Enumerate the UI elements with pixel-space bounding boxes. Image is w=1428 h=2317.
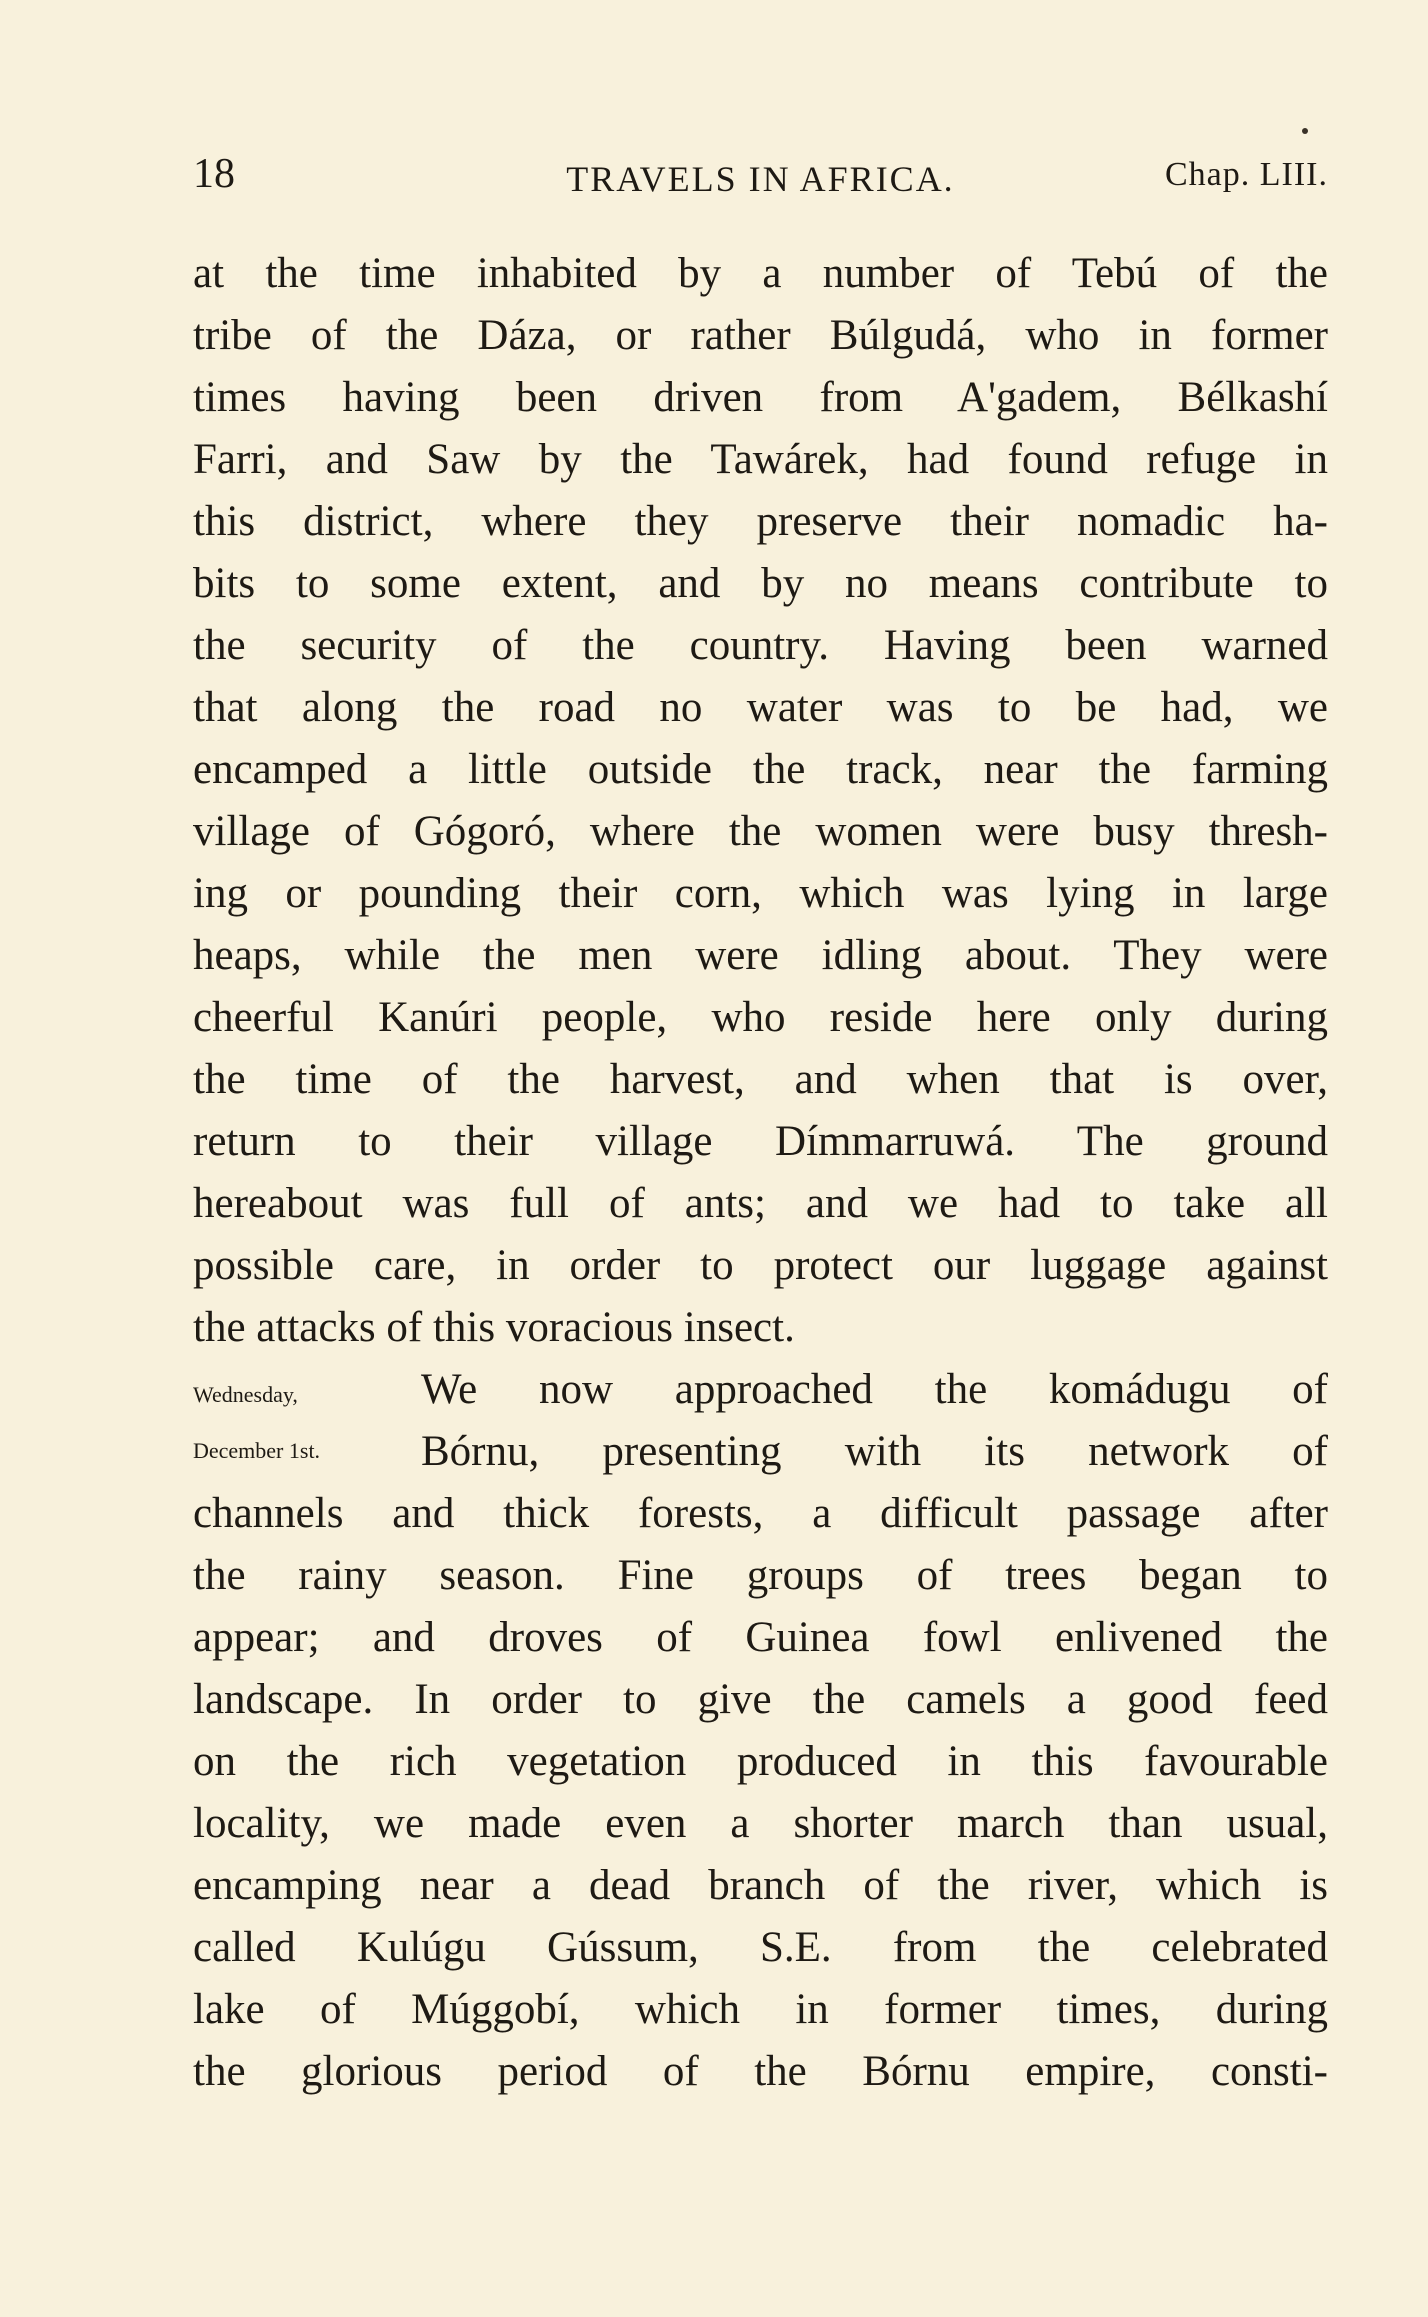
text-line: times having been driven from A'gadem, Bélkashí xyxy=(193,374,1328,421)
text-line: tribe of the Dáza, or rather Búlgudá, who in former xyxy=(193,312,1328,359)
text-line: return to their village Dímmarruwá. The ground xyxy=(193,1118,1328,1165)
text-line: ing or pounding their corn, which was lying in large xyxy=(193,870,1328,917)
text-line: landscape. In order to give the camels a good feed xyxy=(193,1676,1328,1723)
text-line: the rainy season. Fine groups of trees began to xyxy=(193,1552,1328,1599)
text-line: that along the road no water was to be had, we xyxy=(193,684,1328,731)
text-line: called Kulúgu Gússum, S.E. from the celebrated xyxy=(193,1924,1328,1971)
text-line: lake of Múggobí, which in former times, during xyxy=(193,1986,1328,2033)
text-line: heaps, while the men were idling about. They were xyxy=(193,932,1328,979)
text-line: hereabout was full of ants; and we had to take all xyxy=(193,1180,1328,1227)
page-number: 18 xyxy=(193,151,235,197)
text-line: locality, we made even a shorter march than usual, xyxy=(193,1800,1328,1847)
text-line: bits to some extent, and by no means contribute to xyxy=(193,560,1328,607)
text-line: possible care, in order to protect our luggage against xyxy=(193,1242,1328,1289)
text-line: village of Gógoró, where the women were busy thresh- xyxy=(193,808,1328,855)
text-line: channels and thick forests, a difficult passage after xyxy=(193,1490,1328,1537)
text-line: the attacks of this voracious insect. xyxy=(193,1304,795,1351)
margin-note-date: December 1st. xyxy=(193,1438,321,1463)
text-line: encamping near a dead branch of the river, which is xyxy=(193,1862,1328,1909)
text-line: this district, where they preserve their nomadic ha- xyxy=(193,498,1328,545)
text-line: encamped a little outside the track, near the farming xyxy=(193,746,1328,793)
ink-speck xyxy=(1302,128,1308,134)
text-line: the time of the harvest, and when that is over, xyxy=(193,1056,1328,1103)
body-text xyxy=(193,243,1328,2103)
running-title: TRAVELS IN AFRICA. xyxy=(566,159,955,199)
text-line: cheerful Kanúri people, who reside here only during xyxy=(193,994,1328,1041)
text-line: the security of the country. Having been warned xyxy=(193,622,1328,669)
text-line: We now approached the komádugu of xyxy=(421,1366,1328,1413)
text-line: on the rich vegetation produced in this favourable xyxy=(193,1738,1328,1785)
text-line: Farri, and Saw by the Tawárek, had found refuge in xyxy=(193,436,1328,483)
text-line: appear; and droves of Guinea fowl enlivened the xyxy=(193,1614,1328,1661)
running-header xyxy=(193,150,1328,210)
text-line: the glorious period of the Bórnu empire, consti- xyxy=(193,2048,1328,2095)
margin-note-day: Wednesday, xyxy=(193,1382,298,1407)
chapter-label: Chap. LIII. xyxy=(1164,156,1328,193)
text-line: Bórnu, presenting with its network of xyxy=(421,1428,1328,1475)
text-line: at the time inhabited by a number of Tebú of the xyxy=(193,250,1328,297)
